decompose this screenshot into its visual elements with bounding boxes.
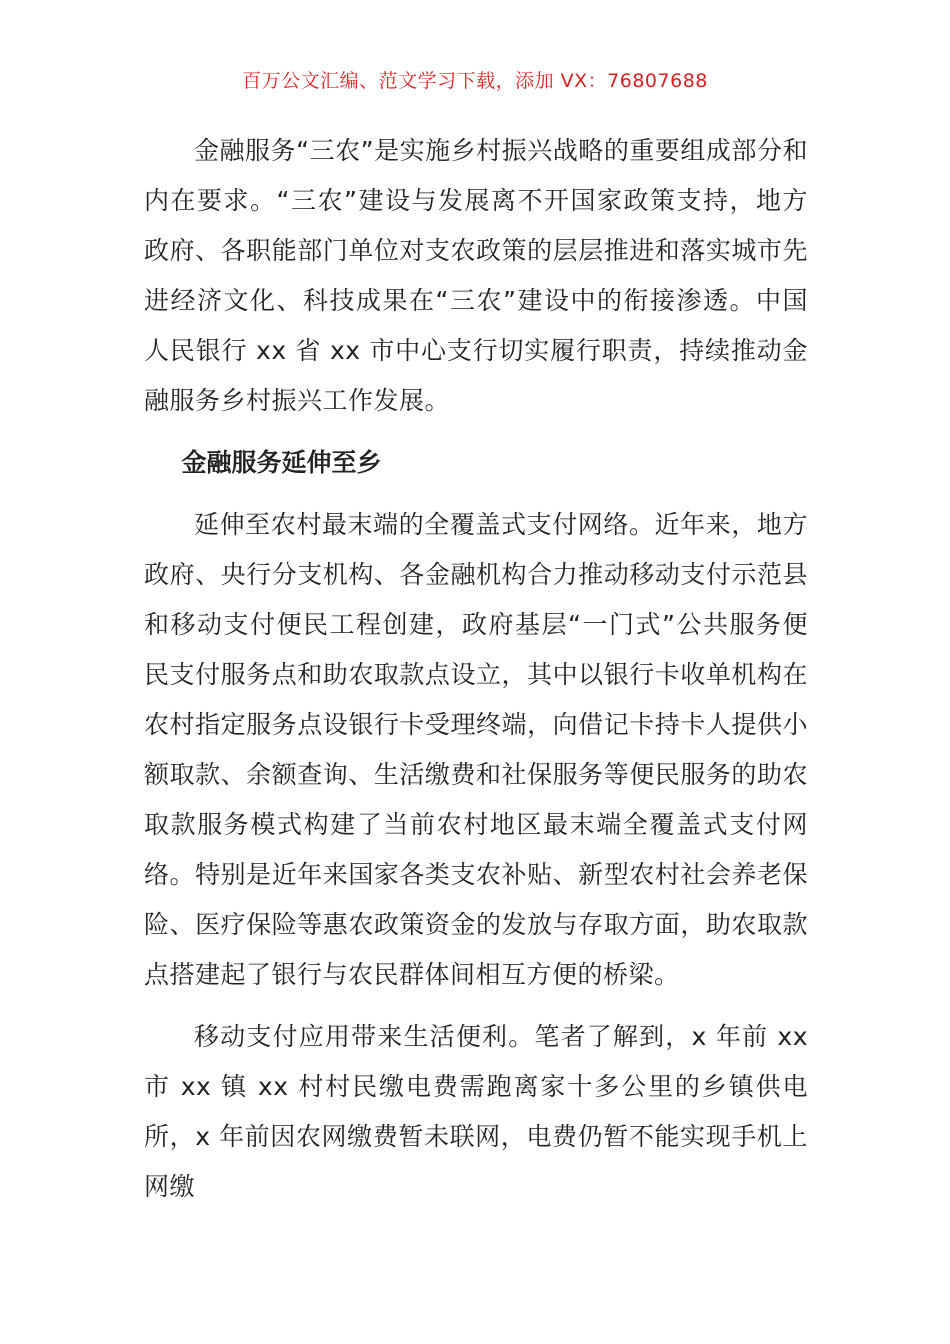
payment-network-paragraph: 延伸至农村最末端的全覆盖式支付网络。近年来，地方政府、央行分支机构、各金融机构合力推动移动支付示范县和移动支付便民工程创建，政府基层“一门式”公共服务便民支付服务点和助农取款点设立，其中以银行卡收单机构在农村指定服务点设银行卡受理终端，向借记卡持卡人提供小额取款、余额查询、生活缴费和社保服务等便民服务的助农取款服务模式构建了当前农村地区最末端全覆盖式支付网络。特别是近年来国家各类支农补贴、新型农村社会养老保险、医疗保险等惠农政策资金的发放与存取方面，助农取款点搭建起了银行与农民群体间相互方便的桥梁。: [144, 510, 808, 989]
mobile-payment-paragraph: 移动支付应用带来生活便利。笔者了解到，x 年前 xx 市 xx 镇 xx 村村民缴电费需跑离家十多公里的乡镇供电所，x 年前因农网缴费暂未联网，电费仍暂不能实现手机上网缴: [144, 1022, 808, 1201]
section-heading: 金融服务延伸至乡: [181, 448, 382, 477]
intro-paragraph: 金融服务“三农”是实施乡村振兴战略的重要组成部分和内在要求。“三农”建设与发展离不开国家政策支持，地方政府、各职能部门单位对支农政策的层层推进和落实城市先进经济文化、科技成果在“三农”建设中的衔接渗透。中国人民银行 xx 省 xx 市中心支行切实履行职责，持续推动金融服务乡村振兴工作发展。: [144, 136, 808, 415]
watermark-header: 百万公文汇编、范文学习下载，添加 VX：76807688: [242, 70, 708, 92]
document-body: [144, 126, 808, 1212]
